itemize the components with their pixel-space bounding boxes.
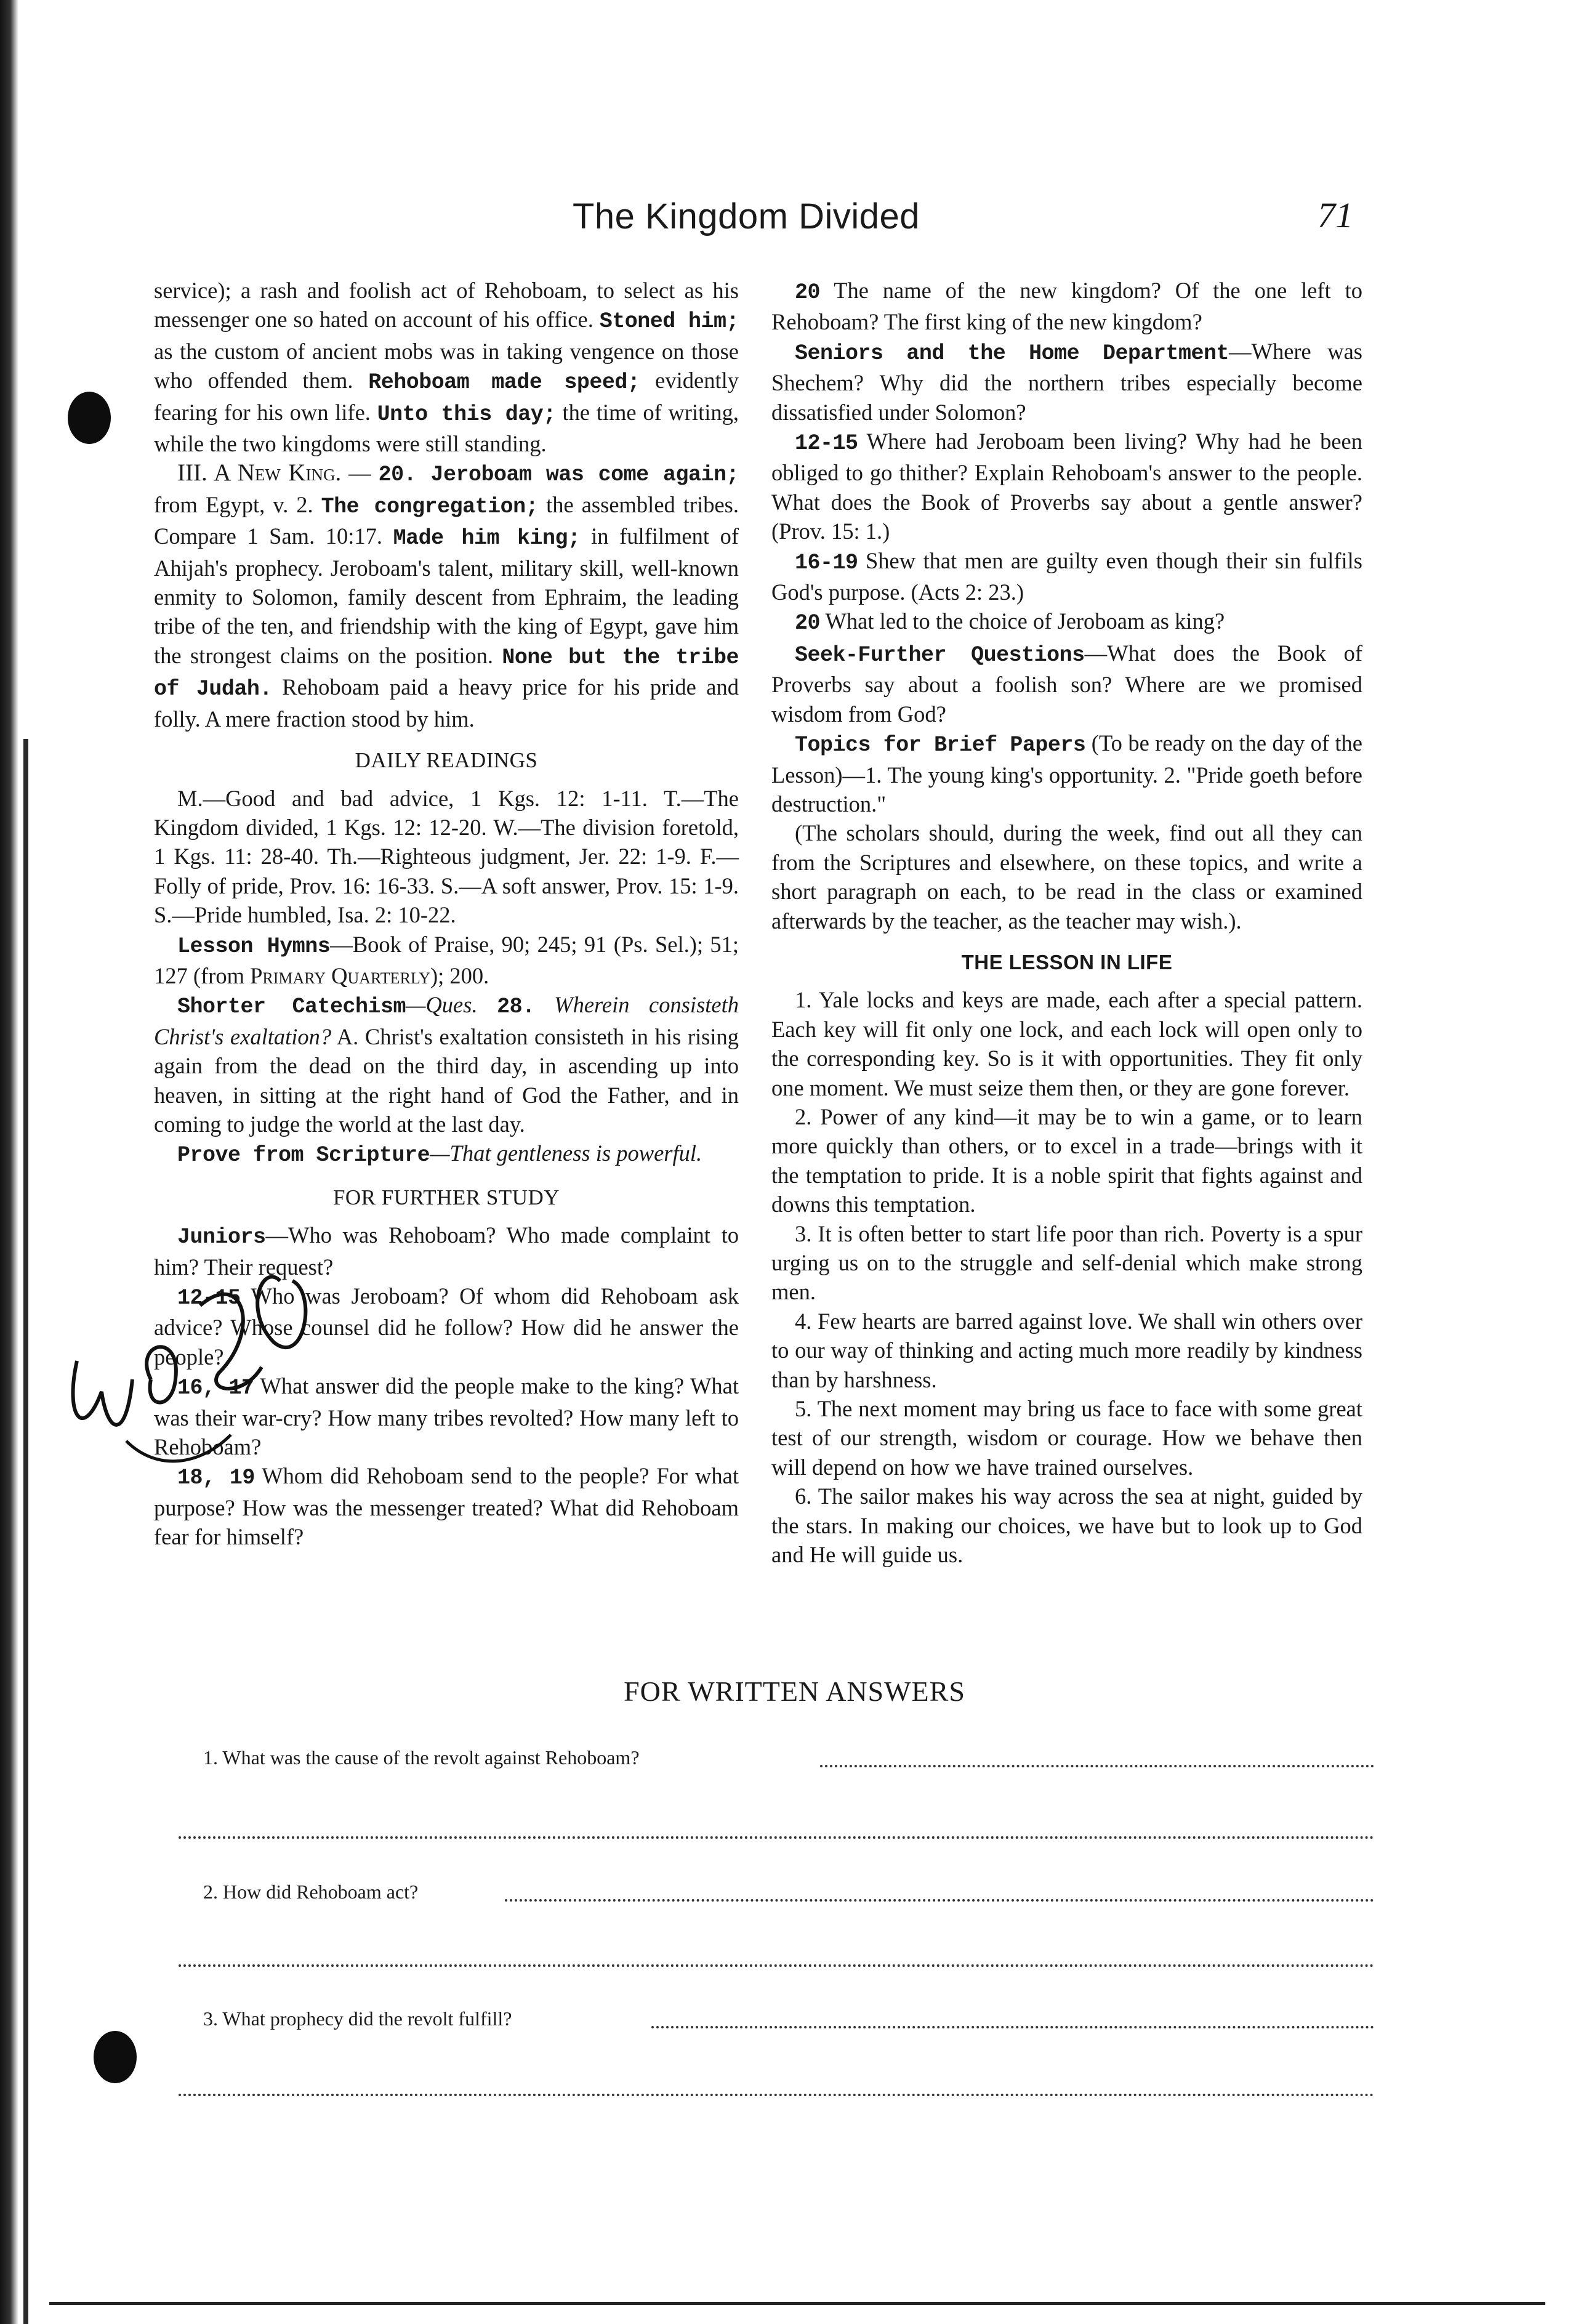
daily-readings-text: M.—Good and bad advice, 1 Kgs. 12: 1-11. T.—The Kingdom divided, 1 Kgs. 12: 12-20. W.—The division foretold, 1 Kgs. 11: 28-40. Th.—Righteous judgment, Jer. 22: 1-9. F.—Folly of pride, Prov. 16: 16-33. S.—A soft answer, Prov. 15: 1-9. S.—Pride humbled, Isa. 2: 10-22. bbox=[154, 785, 739, 928]
right-column bbox=[771, 276, 1362, 1569]
binding-edge-line bbox=[23, 739, 28, 2324]
handwritten-signature-scrawl bbox=[58, 1256, 348, 1490]
answer-line-2b[interactable] bbox=[179, 1964, 1374, 1967]
juniors-questions: Juniors—Who was Rehoboam? Who made complaint to him? Their request? bbox=[154, 1222, 739, 1280]
life-item-6: 6. The sailor makes his way across the sea at night, guided by the stars. In making our choices, we have but to look up to God and He will guide us. bbox=[771, 1483, 1362, 1568]
seniors-questions: Seniors and the Home Department—Where was Shechem? Why did the northern tribes especially become dissatisfied under Solomon? bbox=[771, 338, 1362, 425]
page-number: 71 bbox=[1317, 195, 1353, 235]
shorter-catechism: Shorter Catechism—Ques. 28. Wherein consisteth Christ's exaltation? A. Christ's exaltation consisteth in his rising again from the dead on the third day, in ascending up into heaven, in sitting at the right hand of God the Father, and in coming to judge the world at the last day. bbox=[154, 992, 739, 1137]
written-answers-heading: FOR WRITTEN ANSWERS bbox=[624, 1676, 965, 1707]
question-20: 20 The name of the new kingdom? Of the one left to Rehoboam? The first king of the new kingdom? bbox=[771, 278, 1362, 335]
answer-line-1b[interactable] bbox=[179, 1836, 1374, 1839]
life-item-3: 3. It is often better to start life poor than rich. Poverty is a spur urging us on to the struggle and self-denial which make strong men. bbox=[771, 1221, 1362, 1305]
topics-note: (The scholars should, during the week, find out all they can from the Scriptures and elsewhere, on these topics, and write a short paragraph on each, to be read in the class or examined afterwards by the teacher, as the teacher may wish.). bbox=[771, 820, 1362, 934]
prove-from-scripture: Prove from Scripture—That gentleness is powerful. bbox=[177, 1140, 702, 1168]
further-study-heading: FOR FURTHER STUDY bbox=[332, 1185, 560, 1209]
seniors-20: 20 What led to the choice of Jeroboam as king? bbox=[795, 608, 1225, 636]
lesson-hymns: Lesson Hymns—Book of Praise, 90; 245; 91 (Ps. Sel.); 51; 127 (from Primary Quarterly); 200. bbox=[154, 931, 739, 988]
left-paragraph-1: service); a rash and foolish act of Rehoboam, to select as his messenger one so hated on account of his office. Stoned him; as the custom of ancient mobs was in taking vengence on those who offended them. Rehoboam made speed; evidently fearing for his own life. Unto this day; the time of writing, while the two kingdoms were still standing. bbox=[154, 278, 739, 457]
answer-line-3a[interactable] bbox=[651, 2026, 1374, 2028]
questions-18-19: 18, 19 Whom did Rehoboam send to the people? For what purpose? How was the messenger treated? What did Rehoboam fear for himself? bbox=[154, 1463, 739, 1550]
answer-line-3b[interactable] bbox=[179, 2094, 1374, 2096]
seek-further-questions: Seek-Further Questions—What does the Book of Proverbs say about a foolish son? Where are we promised wisdom from God? bbox=[771, 640, 1362, 727]
answer-line-2a[interactable] bbox=[505, 1899, 1374, 1902]
punch-hole-top bbox=[68, 392, 111, 444]
seniors-12-15: 12-15 Where had Jeroboam been living? Why had he been obliged to go thither? Explain Rehoboam's answer to the people. What does the Book of Proverbs say about a gentle answer? (Prov. 15: 1.) bbox=[771, 429, 1362, 544]
bottom-rule bbox=[49, 2302, 1545, 2305]
seniors-16-19: 16-19 Shew that men are guilty even though their sin fulfils God's purpose. (Acts 2: 23.) bbox=[771, 547, 1362, 605]
written-question-1: 1. What was the cause of the revolt against Rehoboam? bbox=[203, 1746, 640, 1769]
written-question-3: 3. What prophecy did the revolt fulfill? bbox=[203, 2007, 512, 2030]
life-item-4: 4. Few hearts are barred against love. We shall win others over to our way of thinking and acting much more readily by kindness than by harshness. bbox=[771, 1308, 1362, 1392]
daily-readings-heading: DAILY READINGS bbox=[355, 748, 538, 773]
punch-hole-bottom bbox=[94, 2031, 137, 2083]
topics-for-brief-papers: Topics for Brief Papers (To be ready on the day of the Lesson)—1. The young king's opportunity. 2. "Pride goeth before destruction." bbox=[771, 730, 1362, 817]
answer-line-1a[interactable] bbox=[820, 1765, 1374, 1767]
section-title-new-king: New King. bbox=[237, 459, 342, 486]
written-question-2: 2. How did Rehoboam act? bbox=[203, 1881, 419, 1903]
questions-12-15: 12-15 Who was Jeroboam? Of whom did Rehoboam ask advice? Whose counsel did he follow? How did he answer the people? bbox=[154, 1283, 739, 1370]
binding-edge-shadow bbox=[0, 0, 18, 2324]
left-paragraph-new-king: III. A New King. — 20. Jeroboam was come again; from Egypt, v. 2. The congregation; the assembled tribes. Compare 1 Sam. 10:17. Made him king; in fulfilment of Ahijah's prophecy. Jeroboam's talent, military skill, well-known enmity to Solomon, family descent from Ephraim, the leading tribe of the ten, and friendship with the king of Egypt, gave him the strongest claims on the position. None but the tribe of Judah. Rehoboam paid a heavy price for his pride and folly. A mere fraction stood by him. bbox=[154, 459, 739, 732]
lesson-in-life-heading: THE LESSON IN LIFE bbox=[961, 950, 1173, 974]
running-title: The Kingdom Divided bbox=[573, 196, 920, 236]
questions-16-17: 16, 17 What answer did the people make to the king? What was their war-cry? How many tribes revolted? How many left to Rehoboam? bbox=[154, 1373, 739, 1460]
life-item-5: 5. The next moment may bring us face to face with some great test of our strength, wisdom or courage. How we behave then will depend on how we have trained ourselves. bbox=[771, 1396, 1362, 1480]
life-item-2: 2. Power of any kind—it may be to win a game, or to learn more quickly than others, or to excel in a trade—brings with it the temptation to pride. It is a noble spirit that fights against and downs this temptation. bbox=[771, 1103, 1362, 1217]
life-item-1: 1. Yale locks and keys are made, each after a special pattern. Each key will fit only one lock, and each lock will open only to the corresponding key. So is it with opportunities. They fit only one moment. We must seize them then, or they are gone forever. bbox=[771, 987, 1362, 1100]
